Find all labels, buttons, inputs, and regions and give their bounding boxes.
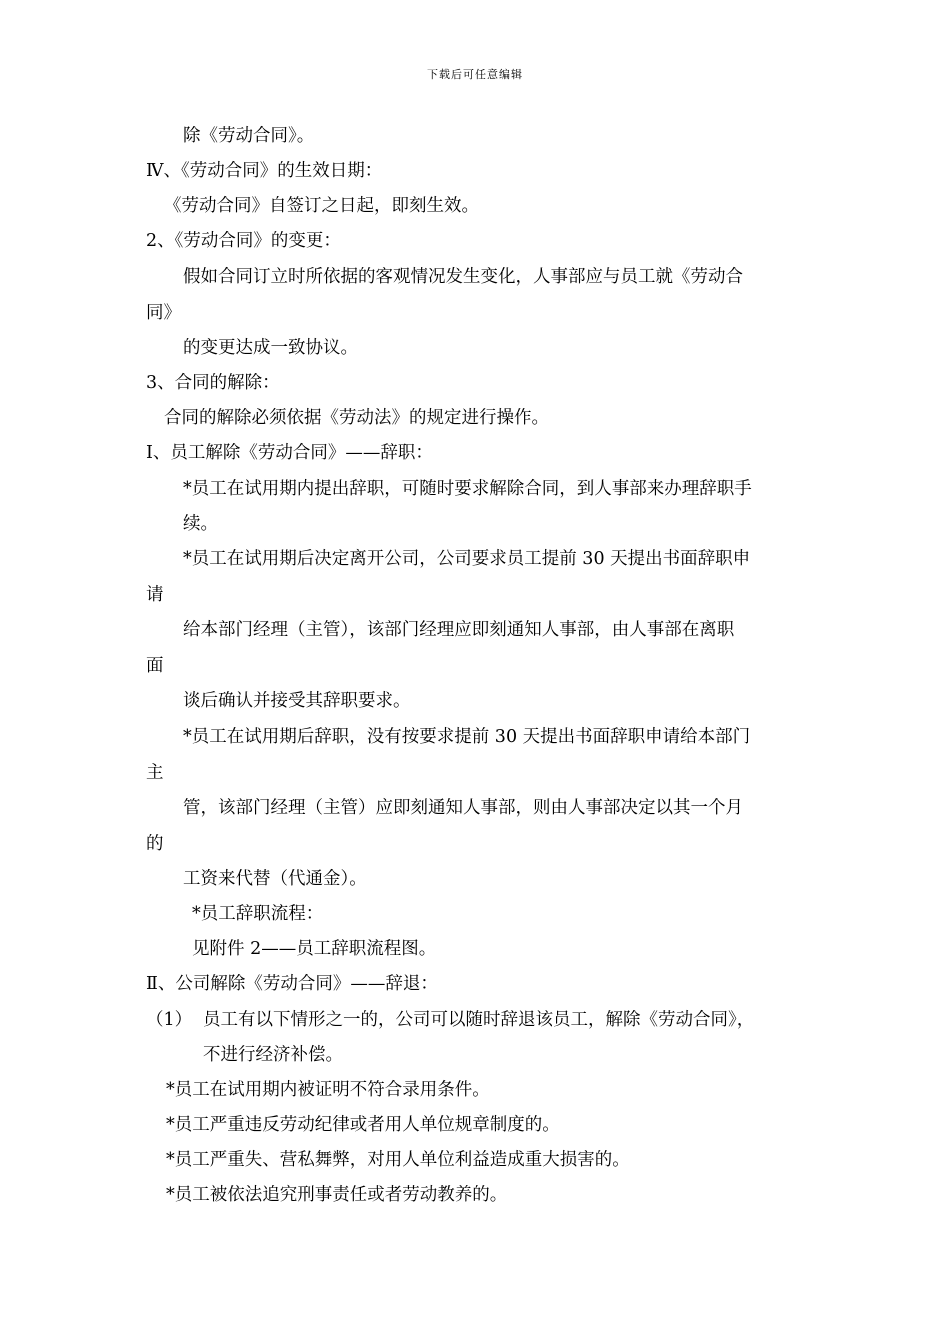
list-item: *员工在试用期内被证明不符合录用条件。 <box>166 1080 490 1100</box>
text-line: 主 <box>146 763 164 783</box>
text-line: 管，该部门经理（主管）应即刻通知人事部，则由人事部决定以其一个月 <box>183 798 743 818</box>
text-line: *员工在试用期后辞职，没有按要求提前 30 天提出书面辞职申请给本部门 <box>183 727 751 747</box>
text-line: 工资来代替（代通金）。 <box>183 869 367 889</box>
text-line: 不进行经济补偿。 <box>203 1045 343 1065</box>
page-header: 下载后可任意编辑 <box>427 68 523 81</box>
text-line: 给本部门经理（主管），该部门经理应即刻通知人事部，由人事部在离职 <box>183 620 735 640</box>
text-line: 见附件 2——员工辞职流程图。 <box>192 939 437 959</box>
section-heading: Ⅰ、员工解除《劳动合同》——辞职： <box>146 443 433 463</box>
text-line: 的变更达成一致协议。 <box>183 338 358 358</box>
list-item: *员工严重违反劳动纪律或者用人单位规章制度的。 <box>166 1115 560 1135</box>
list-item: *员工严重失、营私舞弊，对用人单位利益造成重大损害的。 <box>166 1150 630 1170</box>
section-heading: 2、《劳动合同》的变更： <box>146 231 341 251</box>
list-item: *员工被依法追究刑事责任或者劳动教养的。 <box>166 1185 508 1205</box>
section-heading: Ⅱ、公司解除《劳动合同》——辞退： <box>146 974 438 994</box>
text-line: 同》 <box>146 303 181 323</box>
text-line: 谈后确认并接受其辞职要求。 <box>183 691 411 711</box>
text-line: 除《劳动合同》。 <box>183 126 315 146</box>
text-line: 假如合同订立时所依据的客观情况发生变化，人事部应与员工就《劳动合 <box>183 267 743 287</box>
text-line: 员工有以下情形之一的，公司可以随时辞退该员工，解除《劳动合同》， <box>203 1010 755 1030</box>
section-heading: Ⅳ、《劳动合同》的生效日期： <box>146 161 383 181</box>
text-line: *员工在试用期后决定离开公司，公司要求员工提前 30 天提出书面辞职申 <box>183 549 751 569</box>
section-heading: 3、合同的解除： <box>146 373 280 393</box>
text-line: 合同的解除必须依据《劳动法》的规定进行操作。 <box>164 408 549 428</box>
text-line: 续。 <box>183 514 218 534</box>
text-line: 《劳动合同》自签订之日起，即刻生效。 <box>164 196 479 216</box>
text-line: 的 <box>146 834 164 854</box>
text-line: 请 <box>146 585 164 605</box>
text-line: 面 <box>146 656 164 676</box>
text-line: *员工在试用期内提出辞职，可随时要求解除合同，到人事部来办理辞职手 <box>183 479 752 499</box>
list-number: （1） <box>146 1010 193 1030</box>
text-line: *员工辞职流程： <box>192 904 324 924</box>
